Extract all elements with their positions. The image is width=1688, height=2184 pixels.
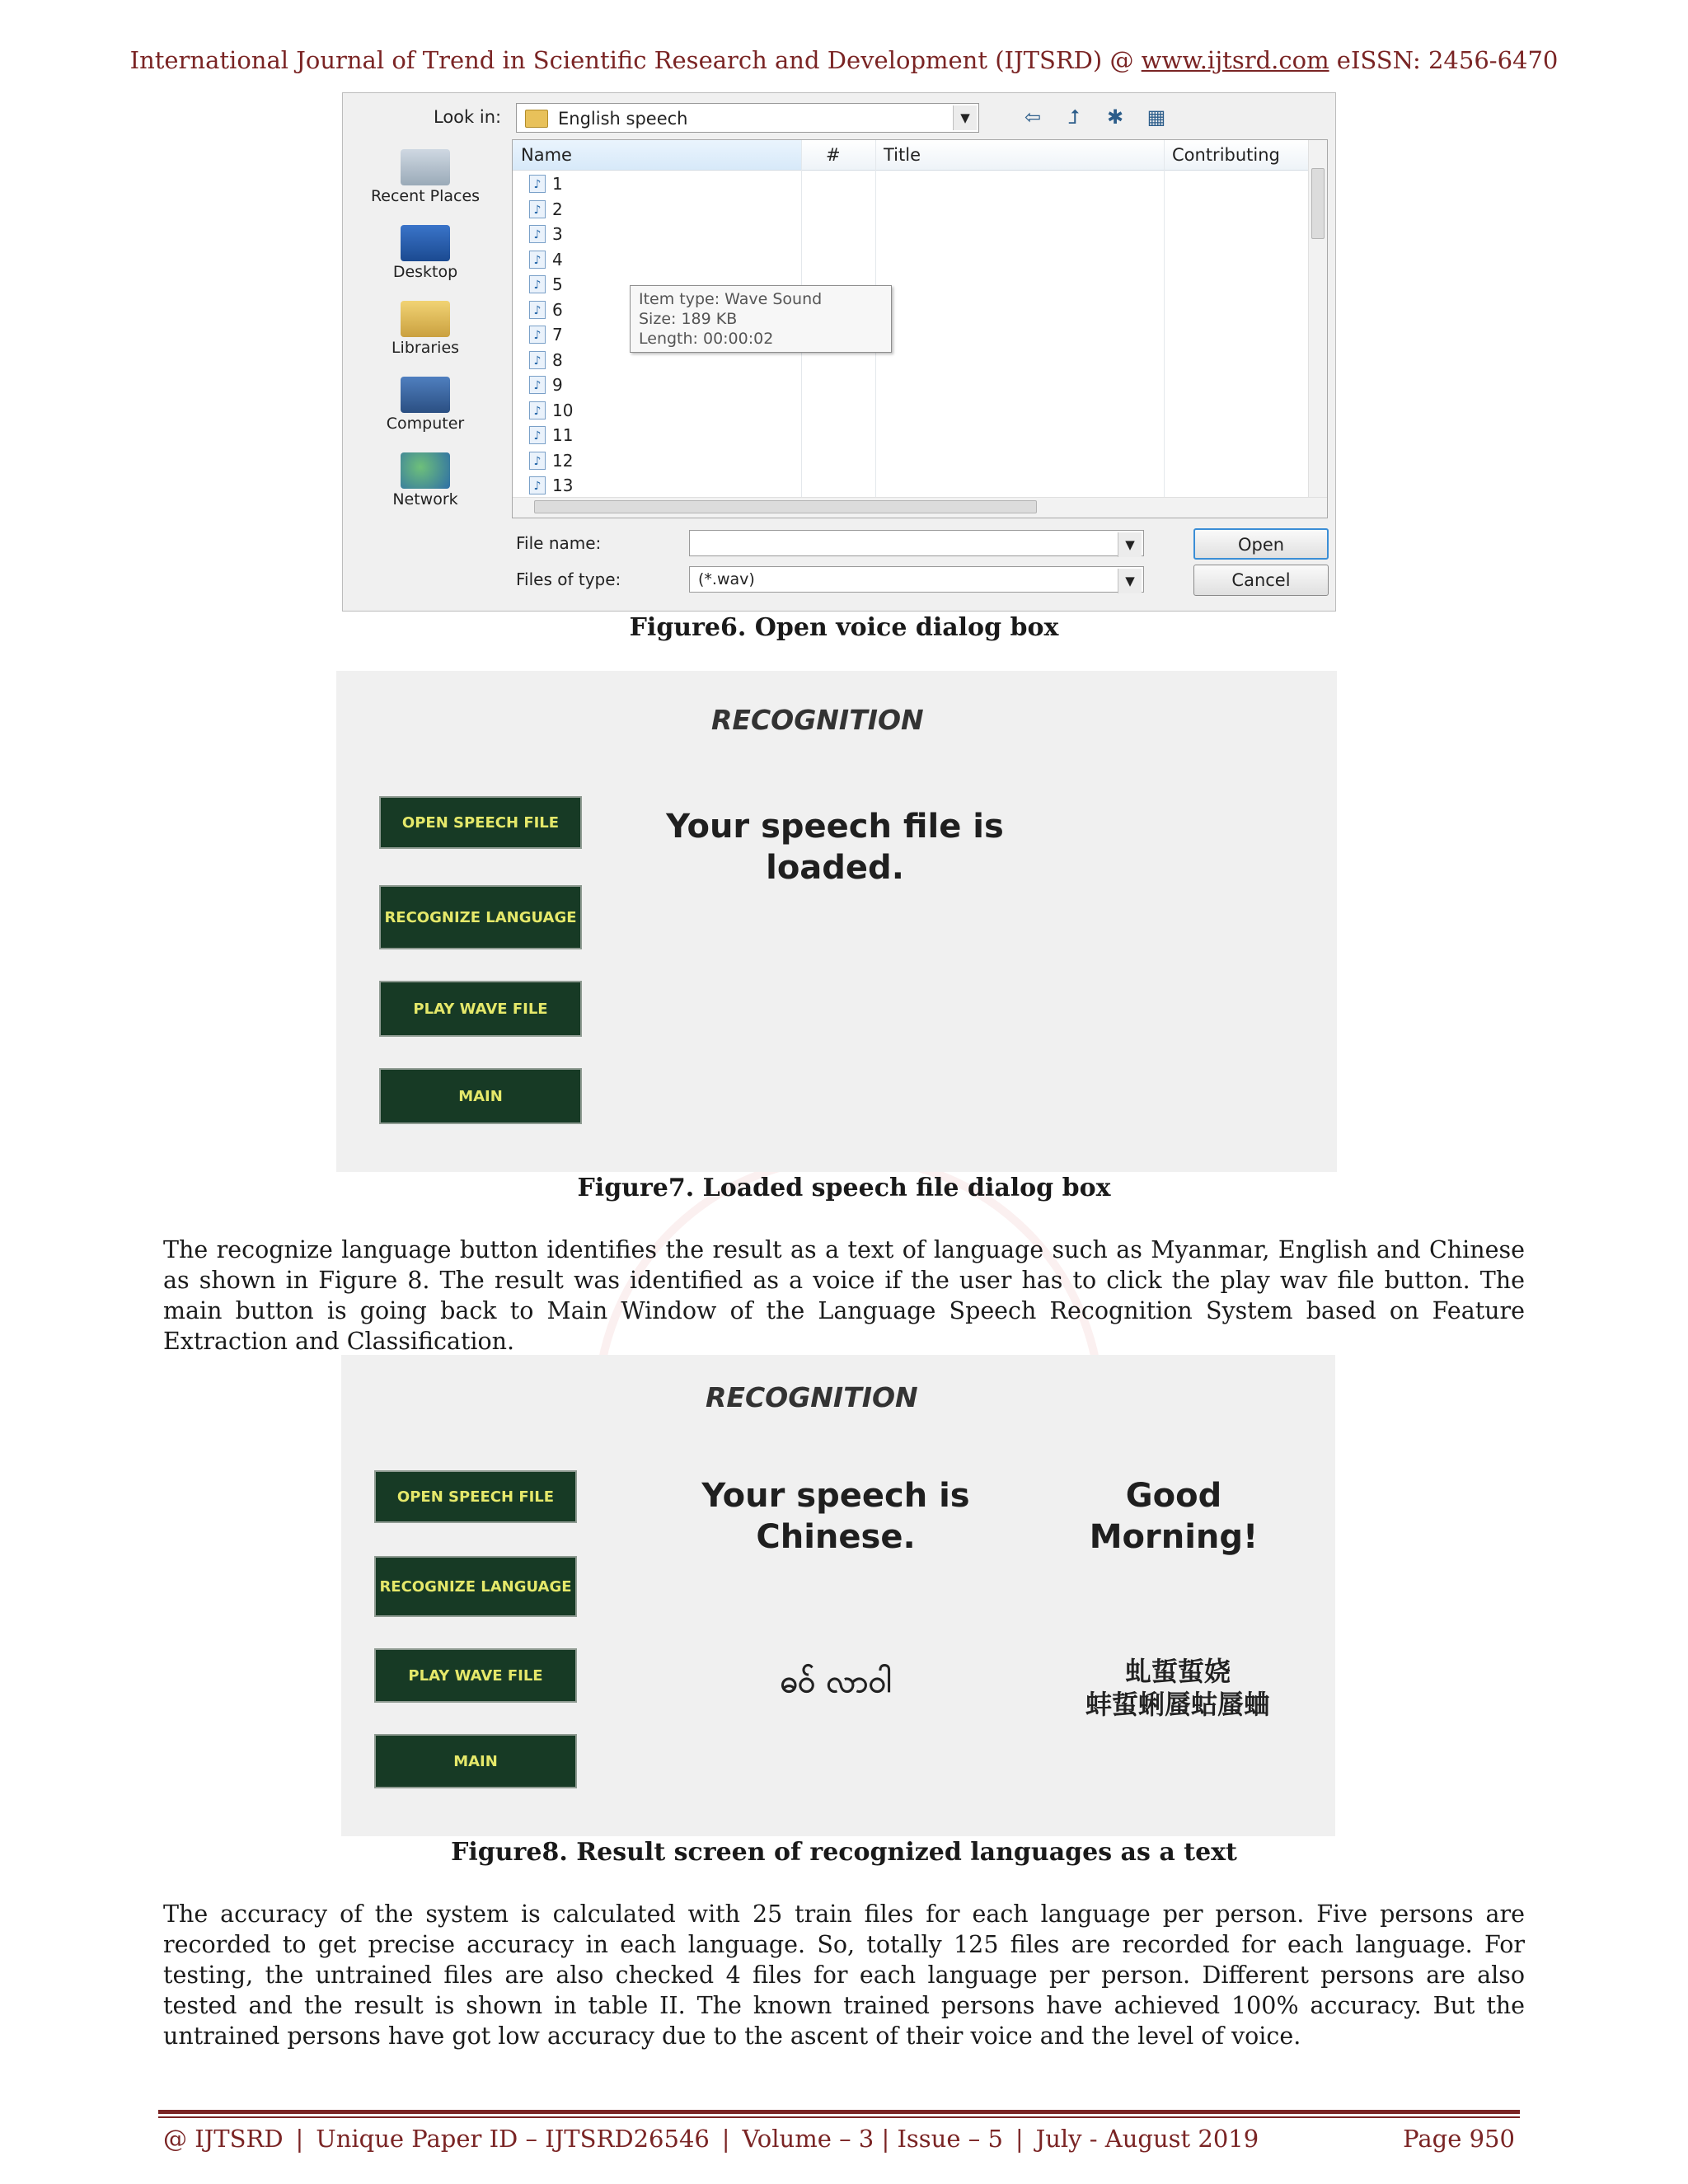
computer-icon [401, 377, 450, 413]
figure6-caption: Figure6. Open voice dialog box [629, 613, 1059, 642]
recognize-language-button[interactable]: RECOGNIZE LANGUAGE [374, 1556, 577, 1617]
place-computer[interactable]: Computer [343, 377, 508, 446]
myanmar-result-text: ဓဝ် လာဝါ [780, 1663, 892, 1699]
english-result-text: Good Morning! [1089, 1477, 1259, 1556]
desktop-icon [401, 225, 450, 261]
page-footer: @ IJTSRD | Unique Paper ID – IJTSRD26546 | Volume – 3 | Issue – 5 | July - August 2019 Page 950 [163, 2125, 1515, 2153]
result-panel [341, 1355, 1335, 1836]
libraries-icon [401, 301, 450, 337]
audio-file-icon: ♪ [529, 326, 546, 344]
audio-file-icon: ♪ [529, 426, 546, 444]
audio-file-icon: ♪ [529, 251, 546, 269]
audio-file-icon: ♪ [529, 476, 546, 494]
chinese-result-text: 虬蜇蜇娆 蚌蜇蜊蜃蛄蜃蛐 [1085, 1656, 1270, 1720]
column-number[interactable]: # [826, 145, 841, 165]
journal-link[interactable]: www.ijtsrd.com [1141, 46, 1329, 74]
place-libraries[interactable]: Libraries [343, 301, 508, 370]
new-folder-icon[interactable]: ✱ [1106, 105, 1124, 129]
list-item[interactable]: ♪ 2 [529, 197, 573, 223]
audio-file-icon: ♪ [529, 301, 546, 319]
list-item[interactable]: ♪ 3 [529, 222, 573, 247]
page-number: Page 950 [1403, 2125, 1515, 2153]
footer-rule [158, 2110, 1520, 2114]
audio-file-icon: ♪ [529, 200, 546, 218]
list-item[interactable]: ♪ 7 [529, 322, 573, 348]
audio-file-icon: ♪ [529, 175, 546, 193]
up-folder-icon[interactable]: ⮥ [1067, 105, 1081, 129]
loaded-speech-panel [336, 671, 1337, 1172]
view-menu-icon[interactable]: ▦ [1146, 105, 1166, 129]
recognize-language-button[interactable]: RECOGNIZE LANGUAGE [379, 885, 582, 949]
audio-file-icon: ♪ [529, 275, 546, 293]
list-item[interactable]: ♪ 1 [529, 171, 573, 197]
footer-paper-id: Unique Paper ID – IJTSRD26546 [316, 2125, 710, 2153]
places-bar [343, 143, 508, 522]
status-message: Your speech file is loaded. [666, 808, 1004, 887]
main-button[interactable]: MAIN [374, 1734, 577, 1788]
list-item[interactable]: ♪ 9 [529, 373, 573, 398]
list-item[interactable]: ♪ 6 [529, 298, 573, 323]
recent-places-icon [401, 149, 450, 185]
file-type-select[interactable]: (*.wav) ▼ [689, 566, 1144, 593]
column-name[interactable]: Name [521, 145, 572, 165]
list-item[interactable]: ♪ 4 [529, 247, 573, 273]
open-button[interactable]: Open [1193, 528, 1329, 560]
file-list [512, 139, 1328, 518]
place-network[interactable]: Network [343, 452, 508, 522]
network-icon [401, 452, 450, 489]
journal-header: International Journal of Trend in Scientific Research and Development (IJTSRD) @ www.ijtsrd.com eISSN: 2456-6470 [129, 46, 1559, 74]
look-in-combo[interactable]: English speech ▼ [516, 103, 979, 133]
cancel-button[interactable]: Cancel [1193, 565, 1329, 596]
figure8-caption: Figure8. Result screen of recognized languages as a text [451, 1838, 1237, 1867]
recognition-title: RECOGNITION [706, 1381, 918, 1413]
footer-rule [158, 2116, 1520, 2118]
chevron-down-icon[interactable]: ▼ [1118, 569, 1142, 593]
list-item[interactable]: ♪ 10 [529, 398, 573, 424]
audio-file-icon: ♪ [529, 452, 546, 470]
recognition-title: RECOGNITION [711, 704, 924, 736]
place-desktop[interactable]: Desktop [343, 225, 508, 294]
list-item[interactable]: ♪ 12 [529, 448, 573, 474]
back-icon[interactable]: ⇦ [1024, 105, 1042, 129]
body-paragraph-1: The recognize language button identifies the result as a text of language such as Myanmar, English and Chinese as shown in Figure 8. The result was identified as a voice if the user has to click the play wav file button. The main button is going back to Main Window of the Language Speech Recognition System based on Feature Extraction and Classification. [163, 1236, 1525, 1355]
dialog-toolbar [1019, 105, 1170, 129]
audio-file-icon: ♪ [529, 351, 546, 369]
file-tooltip: Item type: Wave Sound Size: 189 KB Length: 00:00:02 [630, 285, 892, 353]
list-item[interactable]: ♪ 11 [529, 423, 573, 448]
open-voice-dialog [342, 92, 1336, 612]
list-item[interactable]: ♪ 5 [529, 272, 573, 298]
play-wave-file-button[interactable]: PLAY WAVE FILE [374, 1648, 577, 1703]
list-item[interactable]: ♪ 13 [529, 473, 573, 499]
file-name-label: File name: [516, 533, 602, 553]
figure7-caption: Figure7. Loaded speech file dialog box [577, 1174, 1111, 1202]
chevron-down-icon[interactable]: ▼ [953, 105, 977, 130]
file-rows [529, 171, 573, 499]
column-title[interactable]: Title [884, 145, 921, 165]
file-type-label: Files of type: [516, 569, 621, 589]
vertical-scrollbar[interactable] [1308, 140, 1327, 499]
audio-file-icon: ♪ [529, 401, 546, 419]
result-language: Your speech is Chinese. [701, 1477, 970, 1556]
place-recent-places[interactable]: Recent Places [343, 149, 508, 218]
play-wave-file-button[interactable]: PLAY WAVE FILE [379, 981, 582, 1037]
open-speech-file-button[interactable]: OPEN SPEECH FILE [379, 796, 582, 849]
main-button[interactable]: MAIN [379, 1068, 582, 1124]
footer-journal: @ IJTSRD [163, 2125, 284, 2153]
file-name-field[interactable] [689, 530, 1144, 556]
column-contributing[interactable]: Contributing [1172, 145, 1280, 165]
audio-file-icon: ♪ [529, 225, 546, 243]
folder-icon [525, 110, 548, 128]
column-header [513, 140, 1327, 171]
look-in-label: Look in: [434, 107, 502, 127]
footer-volume: Volume – 3 | Issue – 5 [742, 2125, 1003, 2153]
body-paragraph-2: The accuracy of the system is calculated with 25 train files for each language per person. Five persons are recorded to get precise accuracy in each language. So, totally 125 files are recorded for each language. For testing, the untrained files are also checked 4 files for each language per person. Different persons are also tested and the result is shown in table II. The known trained persons have achieved 100% accuracy. But the untrained persons have got low accuracy due to the ascent of their voice and the level of voice. [163, 1900, 1525, 2050]
horizontal-scrollbar[interactable] [513, 497, 1327, 518]
footer-date: July - August 2019 [1035, 2125, 1259, 2153]
chevron-down-icon[interactable]: ▼ [1118, 532, 1142, 557]
list-item[interactable]: ♪ 8 [529, 348, 573, 373]
audio-file-icon: ♪ [529, 376, 546, 394]
open-speech-file-button[interactable]: OPEN SPEECH FILE [374, 1470, 577, 1523]
